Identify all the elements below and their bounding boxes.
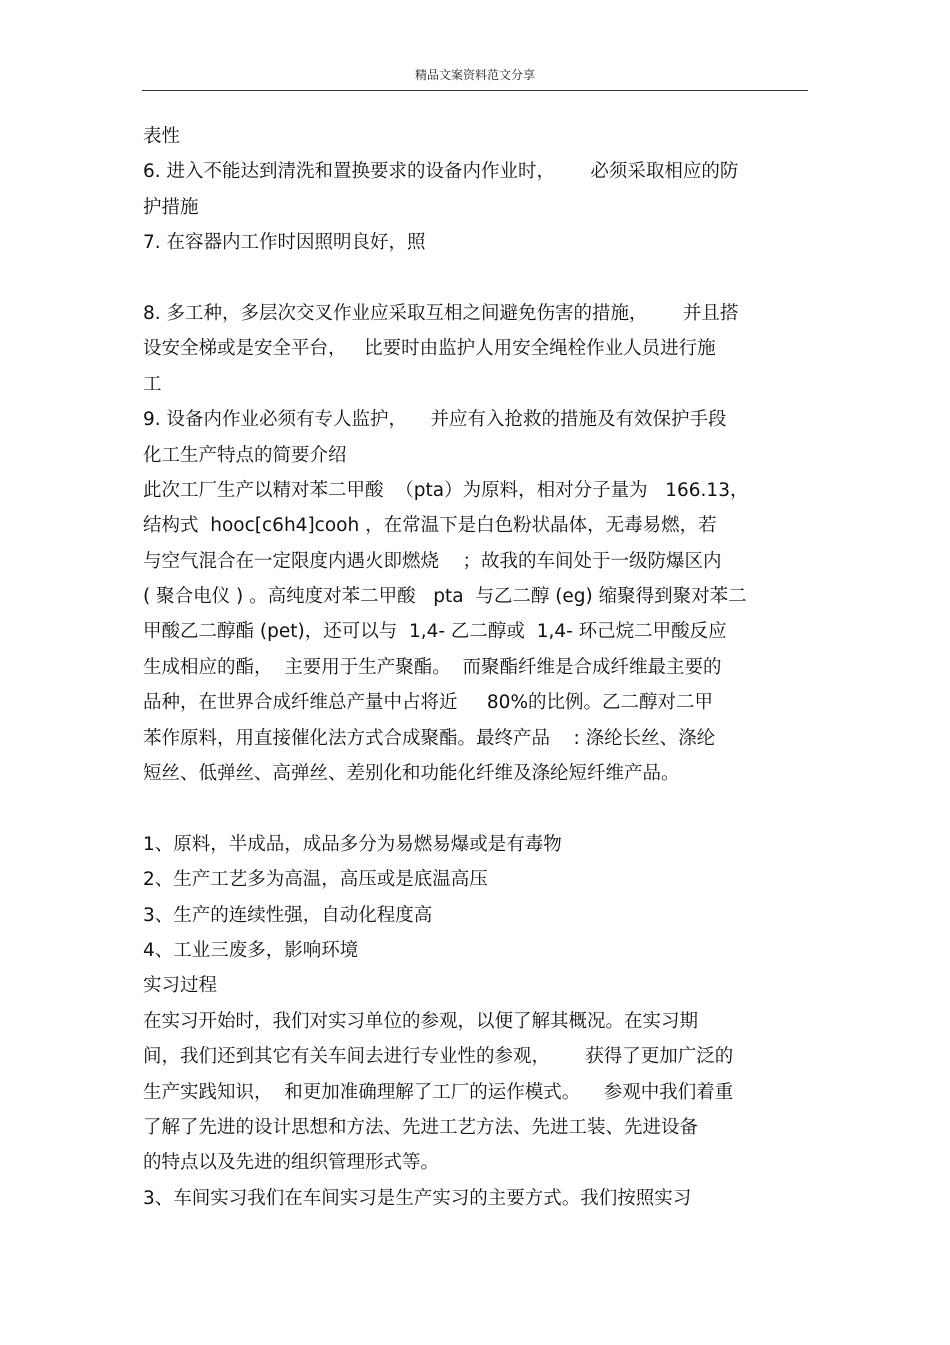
text-line: 与空气混合在一定限度内遇火即燃烧 ；故我的车间处于一级防爆区内 — [143, 550, 722, 572]
text-line: 7. 在容器内工作时因照明良好，照 — [143, 232, 426, 254]
text-line: 3、车间实习我们在车间实习是生产实习的主要方式。我们按照实习 — [143, 1187, 692, 1209]
document-body — [143, 119, 813, 1216]
text-line: 结构式 hooc[c6h4]cooh ，在常温下是白色粉状晶体，无毒易燃，若 — [143, 515, 717, 537]
text-line: 生成相应的酯， 主要用于生产聚酯。 而聚酯纤维是合成纤维最主要的 — [143, 656, 722, 678]
text-line: 的特点以及先进的组织管理形式等。 — [143, 1152, 440, 1174]
text-line: 8. 多工种，多层次交叉作业应采取互相之间避免伤害的措施， 并且搭 — [143, 302, 739, 324]
text-line: 在实习开始时，我们对实习单位的参观，以便了解其概况。在实习期 — [143, 1010, 699, 1032]
text-line: 工 — [143, 373, 162, 395]
list-item: 3、生产的连续性强，自动化程度高 — [143, 904, 433, 926]
text-line: 设安全梯或是安全平台， 比要时由监护人用安全绳栓作业人员进行施 — [143, 338, 716, 360]
text-line: 苯作原料，用直接催化法方式合成聚酯。最终产品 : 涤纶长丝、涤纶 — [143, 727, 716, 749]
text-line: 表性 — [143, 126, 181, 147]
list-item: 1、原料，半成品，成品多分为易燃易爆或是有毒物 — [143, 833, 562, 855]
page-header-title: 精品文案资料范文分享 — [414, 68, 535, 82]
text-line: 间，我们还到其它有关车间去进行专业性的参观， 获得了更加广泛的 — [143, 1046, 734, 1068]
list-item: 2、生产工艺多为高温，高压或是底温高压 — [143, 869, 488, 891]
text-line: 9. 设备内作业必须有专人监护， 并应有入抢救的措施及有效保护手段 — [143, 409, 727, 431]
blank-line — [143, 261, 813, 296]
list-item: 4、工业三废多，影响环境 — [143, 939, 359, 961]
text-line: 短丝、低弹丝、高弹丝、差别化和功能化纤维及涤纶短纤维产品。 — [143, 763, 680, 785]
blank-line — [143, 791, 813, 826]
text-line: 6. 进入不能达到清洗和置换要求的设备内作业时， 必须采取相应的防 — [143, 161, 739, 183]
text-line: 生产实践知识， 和更加准确理解了工厂的运作模式。 参观中我们着重 — [143, 1081, 734, 1103]
text-line: ( 聚合电仪 ) 。高纯度对苯二甲酸 pta 与乙二醇 (eg) 缩聚得到聚对苯二 — [143, 586, 747, 608]
section-heading: 化工生产特点的简要介绍 — [143, 444, 347, 466]
section-heading: 实习过程 — [143, 975, 218, 997]
text-line: 品种，在世界合成纤维总产量中占将近 80%的比例。乙二醇对二甲 — [143, 692, 714, 714]
text-line: 了解了先进的设计思想和方法、先进工艺方法、先进工装、先进设备 — [143, 1116, 699, 1138]
text-line: 此次工厂生产以精对苯二甲酸 （pta）为原料，相对分子量为 166.13， — [143, 479, 749, 501]
header-divider — [142, 90, 808, 91]
text-line: 甲酸乙二醇酯 (pet)，还可以与 1,4- 乙二醇或 1,4- 环己烷二甲酸反应 — [143, 621, 727, 643]
text-line: 护措施 — [143, 196, 199, 218]
